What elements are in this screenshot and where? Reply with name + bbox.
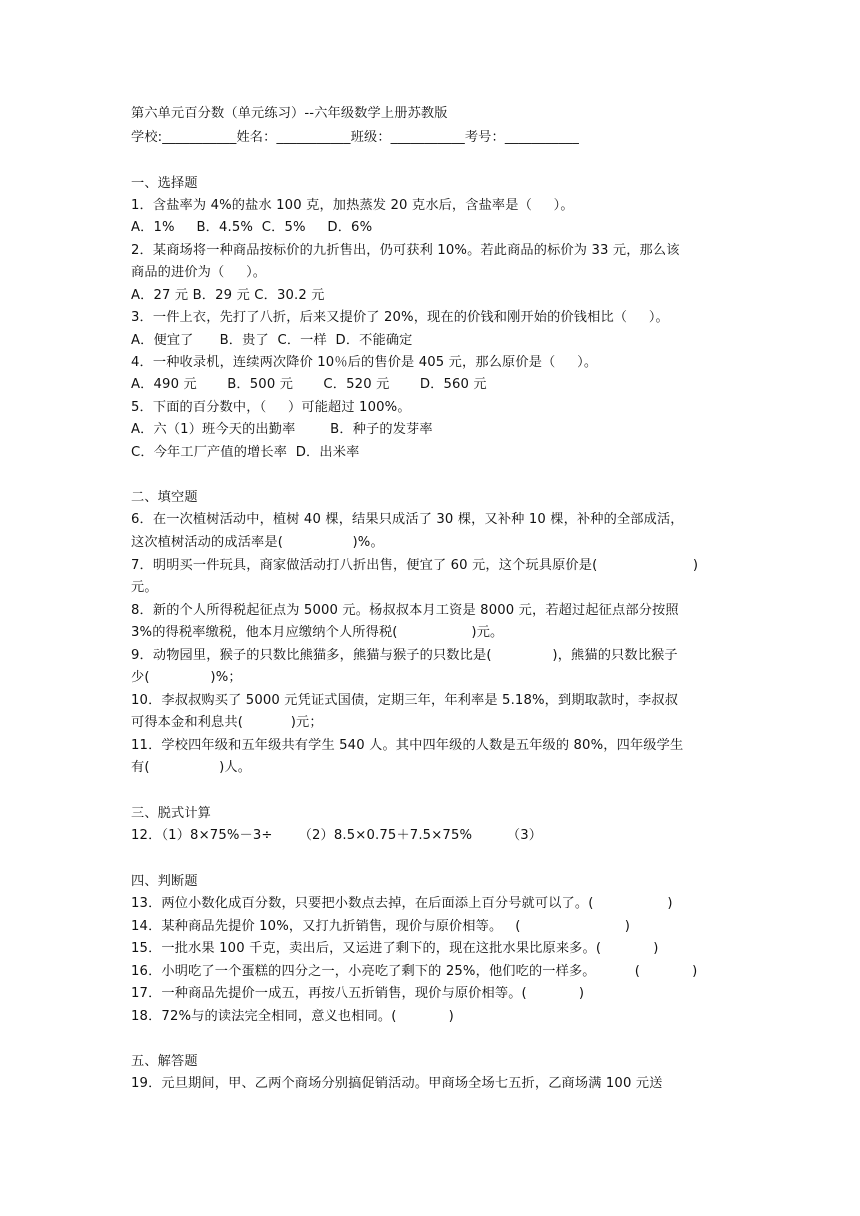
question-line: 商品的进价为（ ）。 [131, 265, 267, 280]
question-line: 7．明明买一件玩具，商家做活动打八折出售，便宜了 60 元，这个玩具原价是( ) [131, 558, 699, 573]
question-line: A．27 元 B．29 元 C．30.2 元 [131, 288, 325, 303]
question-line: 元。 [131, 580, 158, 595]
section-heading: 五、解答题 [131, 1054, 198, 1069]
question-line: 5．下面的百分数中，（ ）可能超过 100%。 [131, 400, 411, 415]
question-line: 有( )人。 [131, 760, 252, 775]
question-line: A．490 元 B．500 元 C．520 元 D．560 元 [131, 377, 487, 392]
question-line: 13．两位小数化成百分数，只要把小数点去掉，在后面添上百分号就可以了。( ) [131, 896, 673, 911]
question-line: 9．动物园里，猴子的只数比熊猫多，熊猫与猴子的只数比是( )，熊猫的只数比猴子 [131, 648, 678, 663]
question-line: 6．在一次植树活动中，植树 40 棵，结果只成活了 30 棵，又补种 10 棵，补种的全部成活， [131, 512, 684, 527]
student-info-line: 学校:___________姓名：___________班级：___________考号：___________ [131, 130, 580, 145]
question-line: 少( )%； [131, 670, 242, 685]
question-line: 3%的得税率缴税，他本月应缴纳个人所得税( )元。 [131, 625, 504, 640]
question-line: 15．一批水果 100 千克，卖出后，又运进了剩下的，现在这批水果比原来多。( ) [131, 941, 659, 956]
question-line: 可得本金和利息共( )元； [131, 715, 323, 730]
question-line: 11．学校四年级和五年级共有学生 540 人。其中四年级的人数是五年级的 80%，四年级学生 [131, 738, 684, 753]
question-line: 14．某种商品先提价 10%，又打九折销售，现价与原价相等。 ( ) [131, 919, 631, 934]
question-line: 10．李叔叔购买了 5000 元凭证式国债，定期三年，年利率是 5.18%，到期取款时，李叔叔 [131, 693, 679, 708]
question-line: 2．某商场将一种商品按标价的九折售出，仍可获利 10%。若此商品的标价为 33 元，那么该 [131, 243, 680, 258]
question-line: A．六（1）班今天的出勤率 B．种子的发芽率 [131, 422, 433, 437]
question-line: C．今年工厂产值的增长率 D．出米率 [131, 445, 360, 460]
question-line: 17．一种商品先提价一成五，再按八五折销售，现价与原价相等。( ) [131, 986, 585, 1001]
question-line: 12．（1）8×75%－3÷ （2）8.5×0.75＋7.5×75% （3） [131, 828, 543, 843]
section-heading: 三、脱式计算 [131, 806, 212, 821]
section-heading: 一、选择题 [131, 176, 198, 191]
question-line: 18．72%与的读法完全相同，意义也相同。( ) [131, 1009, 454, 1024]
section-heading: 二、填空题 [131, 490, 198, 505]
question-line: 8．新的个人所得税起征点为 5000 元。杨叔叔本月工资是 8000 元，若超过起征点部分按照 [131, 603, 679, 618]
question-line: 16．小明吃了一个蛋糕的四分之一，小亮吃了剩下的 25%，他们吃的一样多。 ( ) [131, 964, 698, 979]
document-title: 第六单元百分数（单元练习）--六年级数学上册苏教版 [131, 106, 448, 121]
question-line: 19．元旦期间，甲、乙两个商场分别搞促销活动。甲商场全场七五折，乙商场满 100 元送 [131, 1076, 663, 1091]
question-line: 4．一种收录机，连续两次降价 10％后的售价是 405 元，那么原价是（ ）。 [131, 355, 598, 370]
question-line: A．便宜了 B．贵了 C．一样 D．不能确定 [131, 333, 413, 348]
question-line: 3．一件上衣，先打了八折，后来又提价了 20%，现在的价钱和刚开始的价钱相比（ ）。 [131, 310, 669, 325]
question-line: A．1% B．4.5% C．5% D．6% [131, 220, 373, 235]
question-line: 这次植树活动的成活率是( )%。 [131, 535, 384, 550]
section-heading: 四、判断题 [131, 874, 198, 889]
question-line: 1．含盐率为 4%的盐水 100 克，加热蒸发 20 克水后，含盐率是（ ）。 [131, 198, 574, 213]
